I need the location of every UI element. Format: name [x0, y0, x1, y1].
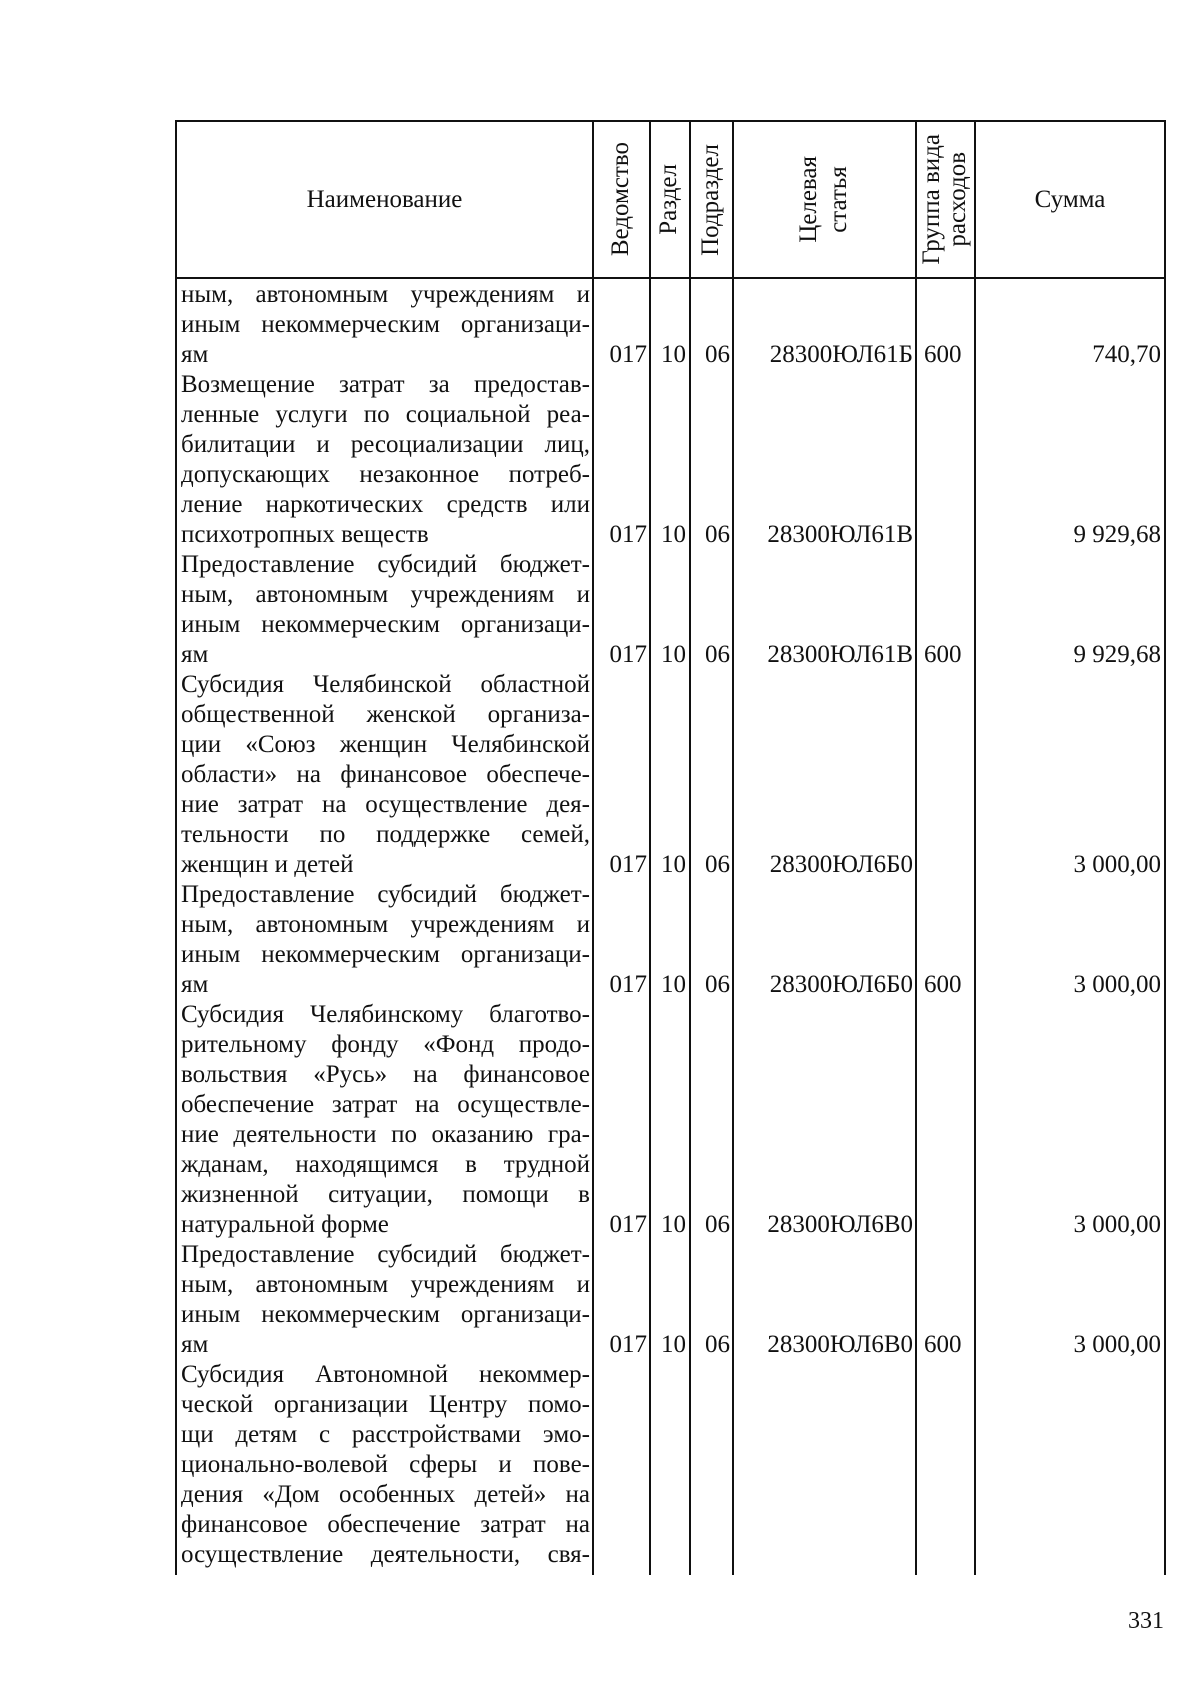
row-name-line: тельности по поддержке семей, — [181, 821, 590, 848]
row-name-line: Возмещение затрат за предостав- — [181, 371, 590, 398]
row-name-line: Субсидия Челябинской областной — [181, 671, 590, 698]
row-name-line: ным, автономным учреждениям и — [181, 281, 590, 308]
row-name-line: ям — [181, 341, 209, 368]
sum-cell: 9 929,68 — [1073, 641, 1161, 668]
row-name-line: иным некоммерческим организаци- — [181, 1301, 590, 1328]
header-group-label — [919, 134, 971, 265]
row-name-line: ционально-волевой сферы и пове- — [181, 1451, 590, 1478]
row-name-line: жданам, находящимся в трудной — [181, 1151, 590, 1178]
row-name-line: Предоставление субсидий бюджет- — [181, 1241, 590, 1268]
section-cell: 10 — [661, 851, 686, 878]
target-cell: 28300ЮЛ6В0 — [767, 1331, 913, 1358]
sum-cell: 3 000,00 — [1073, 1211, 1161, 1238]
column-divider — [732, 122, 734, 1575]
section-cell: 10 — [661, 341, 686, 368]
row-name-line: ции «Союз женщин Челябинской — [181, 731, 590, 758]
section-cell: 10 — [661, 1331, 686, 1358]
row-name-line: иным некоммерческим организаци- — [181, 311, 590, 338]
section-cell: 10 — [661, 971, 686, 998]
dept-cell: 017 — [609, 1331, 647, 1358]
header-subsection — [689, 122, 732, 277]
row-name-line: области» на финансовое обеспече- — [181, 761, 590, 788]
row-name — [181, 280, 590, 370]
header-divider — [177, 277, 1164, 279]
dept-cell: 017 — [609, 341, 647, 368]
header-group-line2: расходов — [943, 152, 971, 247]
header-section — [649, 122, 689, 277]
header-group-line1: Группа вида — [917, 134, 945, 265]
subsection-cell: 06 — [705, 1331, 730, 1358]
column-divider — [915, 122, 917, 1575]
row-name-line: натуральной форме — [181, 1211, 389, 1238]
header-target — [732, 122, 915, 277]
row-name-line: дения «Дом особенных детей» на — [181, 1481, 590, 1508]
section-cell: 10 — [661, 521, 686, 548]
target-cell: 28300ЮЛ61В — [767, 641, 913, 668]
row-name-line: Субсидия Челябинскому благотво- — [181, 1001, 590, 1028]
target-cell: 28300ЮЛ61В — [767, 521, 913, 548]
row-name-line: ным, автономным учреждениям и — [181, 911, 590, 938]
group-cell: 600 — [924, 341, 962, 368]
subsection-cell: 06 — [705, 641, 730, 668]
page-number: 331 — [1128, 1608, 1164, 1634]
header-section-label: Раздел — [655, 164, 682, 235]
section-cell: 10 — [661, 1211, 686, 1238]
sum-cell: 3 000,00 — [1073, 1331, 1161, 1358]
row-name-line: иным некоммерческим организаци- — [181, 611, 590, 638]
row-name-line: женщин и детей — [181, 851, 354, 878]
row-name-line: обеспечение затрат на осуществле- — [181, 1091, 590, 1118]
column-divider — [592, 122, 594, 1575]
sum-cell: 9 929,68 — [1073, 521, 1161, 548]
header-dept-label: Ведомство — [606, 142, 634, 257]
header-name — [177, 122, 592, 277]
row-name — [181, 1240, 590, 1360]
sum-cell: 3 000,00 — [1073, 971, 1161, 998]
column-divider — [649, 122, 651, 1575]
row-name-line: ние деятельности по оказанию гра- — [181, 1121, 590, 1148]
row-name-line: ям — [181, 641, 209, 668]
row-name-line: финансовое обеспечение затрат на — [181, 1511, 590, 1538]
section-cell: 10 — [661, 641, 686, 668]
target-cell: 28300ЮЛ61Б — [769, 341, 913, 368]
header-target-line1: Целевая — [794, 156, 822, 243]
target-cell: 28300ЮЛ6Б0 — [769, 971, 913, 998]
row-name-line: ям — [181, 1331, 209, 1358]
row-name-line: Предоставление субсидий бюджет- — [181, 881, 590, 908]
target-cell: 28300ЮЛ6В0 — [767, 1211, 913, 1238]
subsection-cell: 06 — [705, 341, 730, 368]
row-name — [181, 1000, 590, 1240]
row-name-line: ям — [181, 971, 209, 998]
group-cell: 600 — [924, 641, 962, 668]
row-name-line: ным, автономным учреждениям и — [181, 1271, 590, 1298]
row-name-line: психотропных веществ — [181, 521, 429, 548]
dept-cell: 017 — [609, 641, 647, 668]
header-target-line2: статья — [824, 166, 852, 233]
row-name-line: ленные услуги по социальной реа- — [181, 401, 590, 428]
dept-cell: 017 — [609, 521, 647, 548]
row-name — [181, 370, 590, 550]
header-subsection-label: Подраздел — [696, 143, 724, 256]
subsection-cell: 06 — [705, 971, 730, 998]
row-name-line: ным, автономным учреждениям и — [181, 581, 590, 608]
row-name-line: иным некоммерческим организаци- — [181, 941, 590, 968]
row-name-line: жизненной ситуации, помощи в — [181, 1181, 590, 1208]
row-name-line: Предоставление субсидий бюджет- — [181, 551, 590, 578]
header-target-label — [794, 156, 854, 243]
row-name — [181, 670, 590, 880]
subsection-cell: 06 — [705, 521, 730, 548]
header-sum-label: Сумма — [1034, 185, 1106, 213]
row-name-line: вольствия «Русь» на финансовое — [181, 1061, 590, 1088]
row-name-line: ческой организации Центру помо- — [181, 1391, 590, 1418]
row-name-line: ление наркотических средств или — [181, 491, 590, 518]
dept-cell: 017 — [609, 851, 647, 878]
subsection-cell: 06 — [705, 1211, 730, 1238]
header-name-label: Наименование — [306, 185, 463, 213]
sum-cell: 3 000,00 — [1073, 851, 1161, 878]
header-group — [915, 122, 974, 277]
group-cell: 600 — [924, 971, 962, 998]
row-name-line: общественной женской организа- — [181, 701, 590, 728]
row-name-line: осуществление деятельности, свя- — [181, 1541, 590, 1568]
column-divider — [689, 122, 691, 1575]
target-cell: 28300ЮЛ6Б0 — [769, 851, 913, 878]
dept-cell: 017 — [609, 971, 647, 998]
subsection-cell: 06 — [705, 851, 730, 878]
row-name-line: рительному фонду «Фонд продо- — [181, 1031, 590, 1058]
header-sum — [974, 122, 1166, 277]
row-name-line: билитации и ресоциализации лиц, — [181, 431, 590, 458]
row-name-line: допускающих незаконное потреб- — [181, 461, 590, 488]
row-name-line: ние затрат на осуществление дея- — [181, 791, 590, 818]
budget-table — [175, 120, 1166, 1575]
row-name-line: щи детям с расстройствами эмо- — [181, 1421, 590, 1448]
row-name — [181, 550, 590, 670]
dept-cell: 017 — [609, 1211, 647, 1238]
sum-cell: 740,70 — [1092, 341, 1161, 368]
row-name — [181, 1360, 590, 1570]
header-dept — [592, 122, 649, 277]
group-cell: 600 — [924, 1331, 962, 1358]
row-name — [181, 880, 590, 1000]
row-name-line: Субсидия Автономной некоммер- — [181, 1361, 590, 1388]
